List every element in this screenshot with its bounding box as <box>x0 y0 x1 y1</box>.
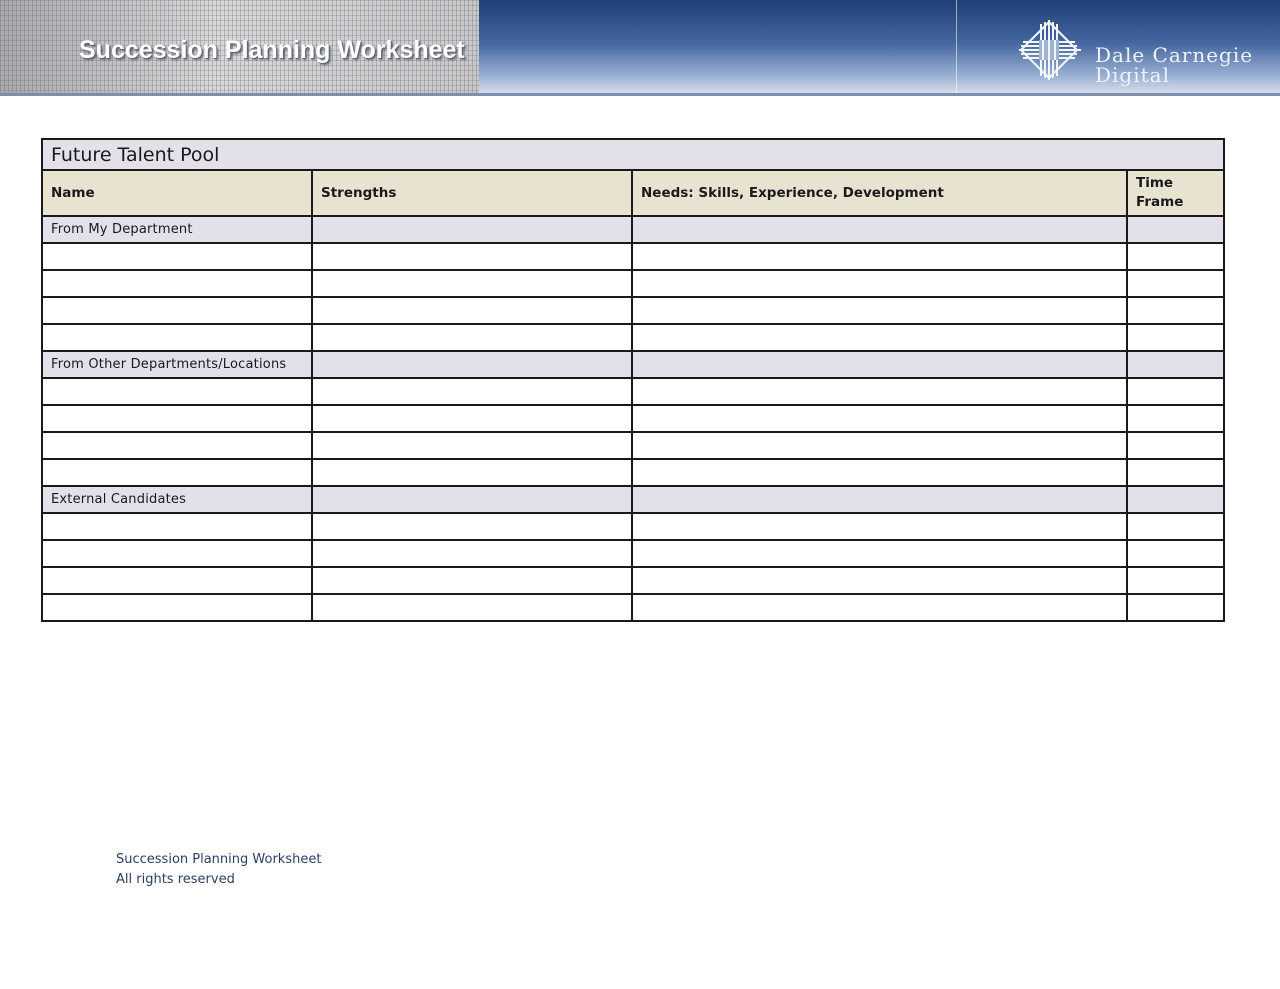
entry-cell[interactable] <box>312 513 632 540</box>
page-title: Succession Planning Worksheet <box>79 36 465 64</box>
entry-cell[interactable] <box>42 297 312 324</box>
footer-document-title: Succession Planning Worksheet <box>116 852 322 867</box>
entry-cell[interactable] <box>42 378 312 405</box>
section-row <box>42 486 1224 513</box>
entry-cell[interactable] <box>632 513 1127 540</box>
entry-cell[interactable] <box>42 540 312 567</box>
footer-rights: All rights reserved <box>116 872 235 887</box>
entry-cell[interactable] <box>312 594 632 621</box>
entry-cell[interactable] <box>1127 432 1224 459</box>
entry-cell[interactable] <box>1127 594 1224 621</box>
entry-cell[interactable] <box>632 270 1127 297</box>
section-cell <box>632 351 1127 378</box>
table-row <box>42 243 1224 270</box>
entry-cell[interactable] <box>312 405 632 432</box>
entry-cell[interactable] <box>632 405 1127 432</box>
entry-cell[interactable] <box>312 270 632 297</box>
table-row <box>42 405 1224 432</box>
entry-cell[interactable] <box>1127 567 1224 594</box>
entry-cell[interactable] <box>42 432 312 459</box>
entry-cell[interactable] <box>632 297 1127 324</box>
entry-cell[interactable] <box>312 459 632 486</box>
column-header-strengths: Strengths <box>312 170 632 216</box>
header-banner <box>0 0 1280 96</box>
entry-cell[interactable] <box>312 567 632 594</box>
entry-cell[interactable] <box>42 513 312 540</box>
logo-text-line-2: Digital <box>1095 63 1170 87</box>
section-cell <box>312 216 632 243</box>
section-cell <box>632 216 1127 243</box>
company-logo <box>1017 18 1267 87</box>
entry-cell[interactable] <box>42 567 312 594</box>
entry-cell[interactable] <box>312 378 632 405</box>
entry-cell[interactable] <box>312 432 632 459</box>
entry-cell[interactable] <box>1127 459 1224 486</box>
entry-cell[interactable] <box>632 378 1127 405</box>
entry-cell[interactable] <box>42 405 312 432</box>
table-row <box>42 540 1224 567</box>
section-label: From Other Departments/Locations <box>42 351 312 378</box>
logo-text-line-1: Dale Carnegie <box>1095 43 1254 67</box>
logo-mark-icon <box>1017 18 1083 82</box>
entry-cell[interactable] <box>1127 297 1224 324</box>
section-cell <box>1127 486 1224 513</box>
table-row <box>42 513 1224 540</box>
table-row <box>42 567 1224 594</box>
entry-cell[interactable] <box>1127 540 1224 567</box>
entry-cell[interactable] <box>1127 324 1224 351</box>
entry-cell[interactable] <box>632 594 1127 621</box>
section-row <box>42 351 1224 378</box>
section-cell <box>1127 351 1224 378</box>
entry-cell[interactable] <box>632 459 1127 486</box>
table-title: Future Talent Pool <box>42 139 1224 170</box>
entry-cell[interactable] <box>42 459 312 486</box>
header-bottom-rule <box>0 93 1280 96</box>
entry-cell[interactable] <box>1127 243 1224 270</box>
entry-cell[interactable] <box>42 594 312 621</box>
future-talent-pool-table <box>41 138 1225 622</box>
section-label: External Candidates <box>42 486 312 513</box>
table-row <box>42 270 1224 297</box>
header-divider <box>956 0 957 96</box>
entry-cell[interactable] <box>1127 378 1224 405</box>
entry-cell[interactable] <box>312 540 632 567</box>
entry-cell[interactable] <box>42 243 312 270</box>
entry-cell[interactable] <box>42 324 312 351</box>
section-cell <box>312 486 632 513</box>
section-cell <box>312 351 632 378</box>
entry-cell[interactable] <box>1127 270 1224 297</box>
column-header-time-frame: Time Frame <box>1127 170 1224 216</box>
entry-cell[interactable] <box>632 567 1127 594</box>
section-cell <box>1127 216 1224 243</box>
column-header-needs: Needs: Skills, Experience, Development <box>632 170 1127 216</box>
table-row <box>42 432 1224 459</box>
entry-cell[interactable] <box>312 243 632 270</box>
table-row <box>42 297 1224 324</box>
entry-cell[interactable] <box>312 297 632 324</box>
column-header-name: Name <box>42 170 312 216</box>
table-row <box>42 378 1224 405</box>
entry-cell[interactable] <box>632 540 1127 567</box>
section-cell <box>632 486 1127 513</box>
table-title-row <box>42 139 1224 170</box>
entry-cell[interactable] <box>632 243 1127 270</box>
table-row <box>42 324 1224 351</box>
entry-cell[interactable] <box>632 324 1127 351</box>
column-header-row <box>42 170 1224 216</box>
entry-cell[interactable] <box>1127 513 1224 540</box>
section-label: From My Department <box>42 216 312 243</box>
entry-cell[interactable] <box>1127 405 1224 432</box>
entry-cell[interactable] <box>632 432 1127 459</box>
table-row <box>42 459 1224 486</box>
entry-cell[interactable] <box>312 324 632 351</box>
table-row <box>42 594 1224 621</box>
entry-cell[interactable] <box>42 270 312 297</box>
section-row <box>42 216 1224 243</box>
